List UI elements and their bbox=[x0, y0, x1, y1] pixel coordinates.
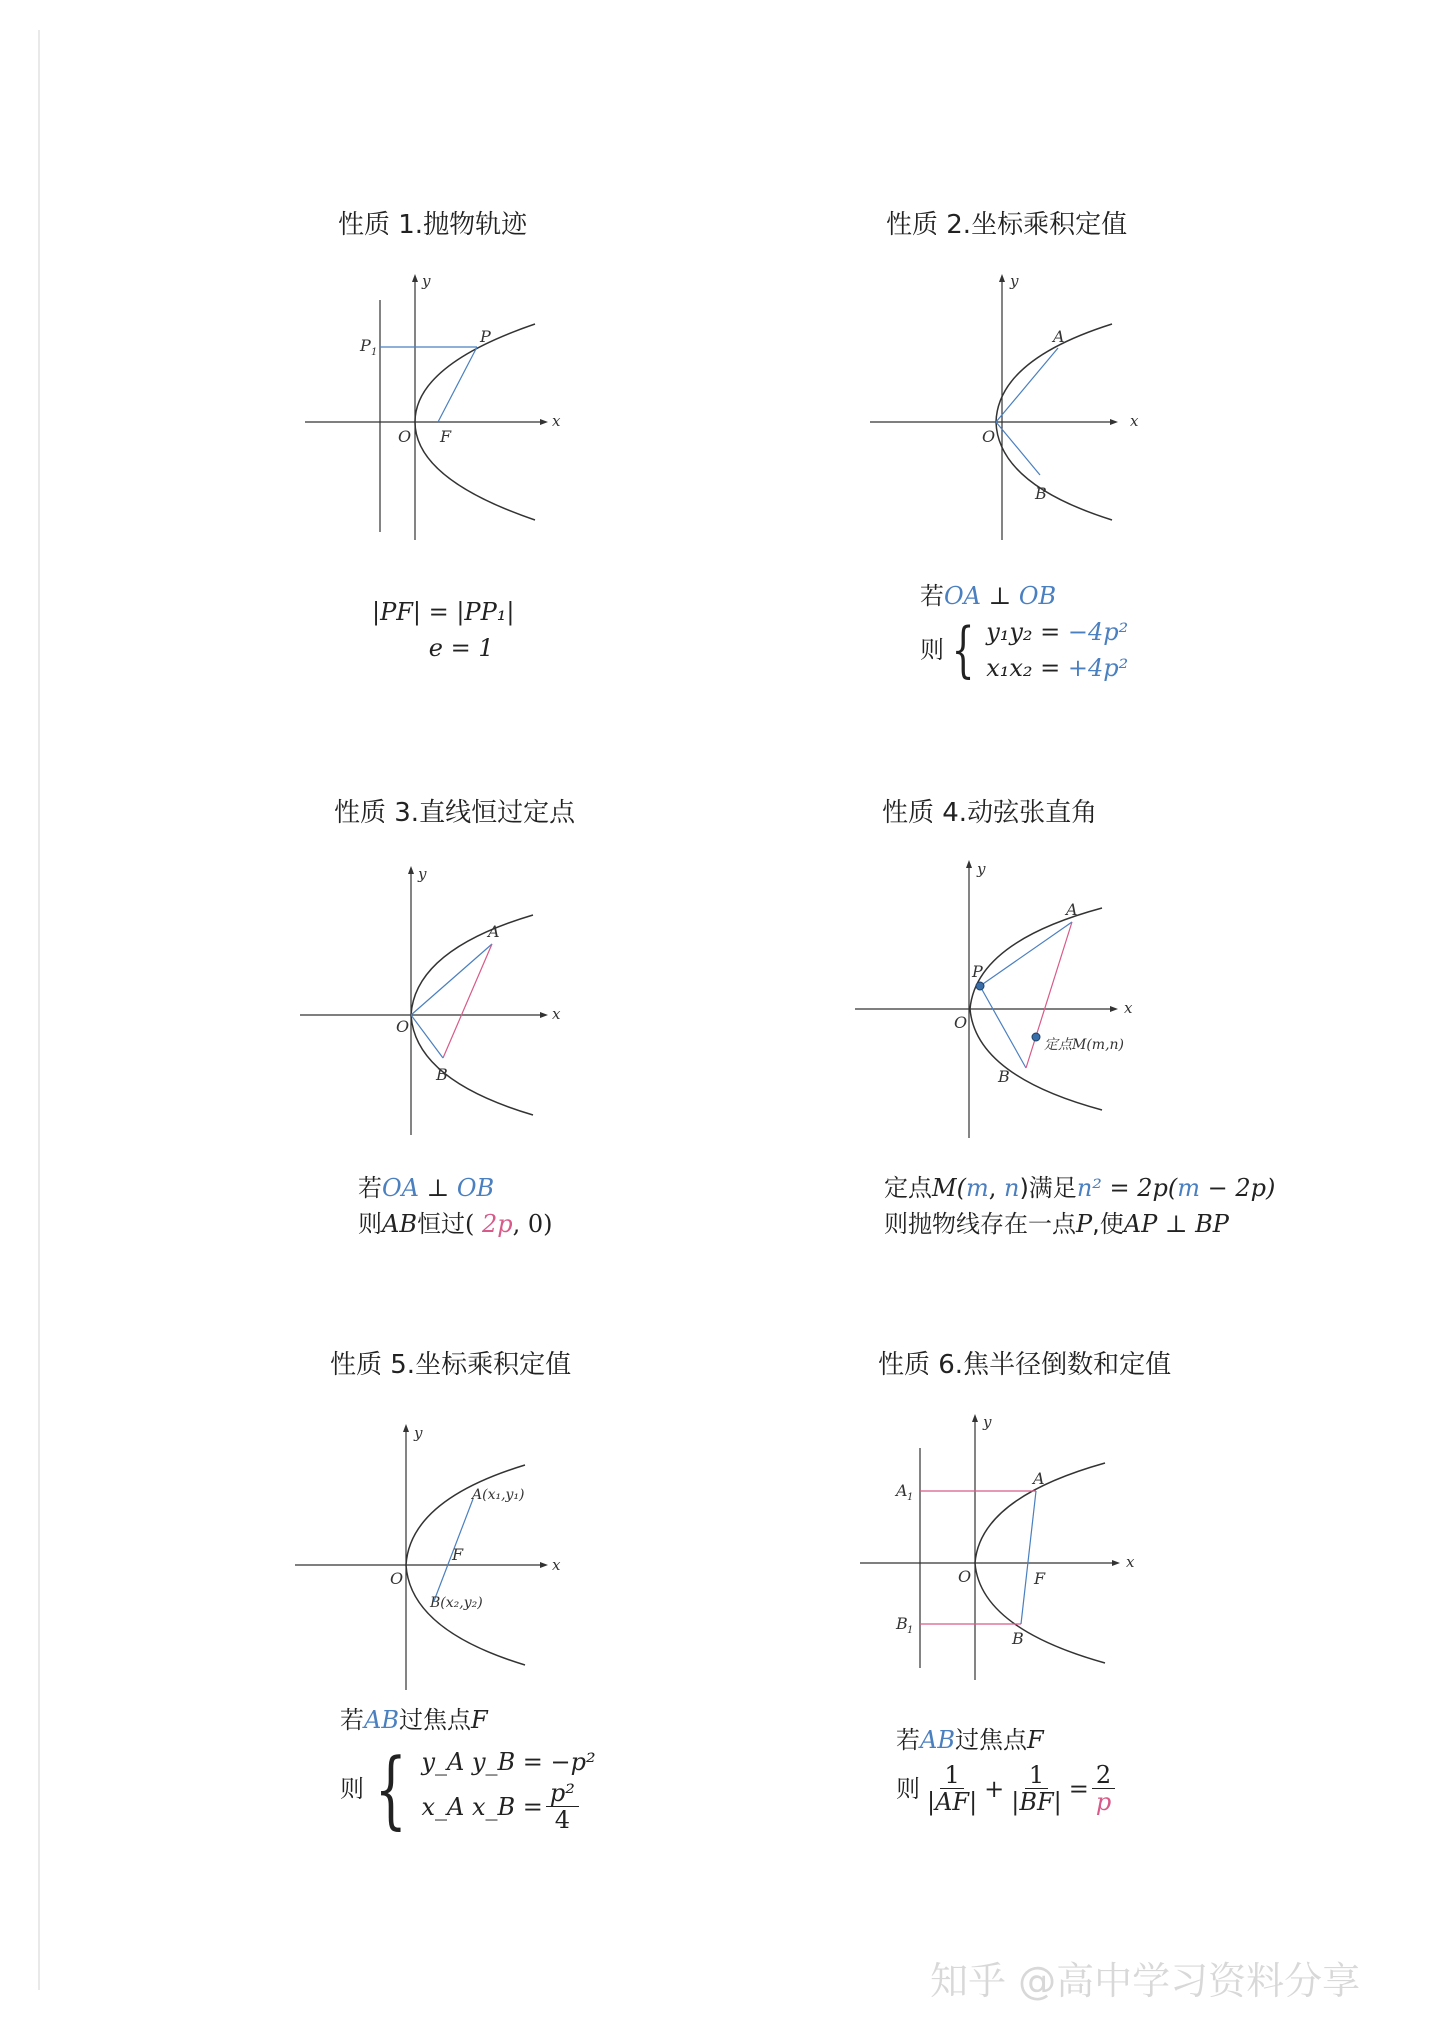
point-m: M( bbox=[932, 1174, 966, 1202]
x-axis-label: x bbox=[1130, 412, 1139, 430]
point-a1-label: A bbox=[896, 1481, 908, 1500]
figure-5 bbox=[290, 1420, 570, 1700]
origin-label: O bbox=[396, 1017, 410, 1036]
fraction-denominator: 4 bbox=[554, 1806, 570, 1834]
x-axis-label: x bbox=[552, 412, 561, 430]
word-ruo: 若 bbox=[920, 582, 944, 610]
origin-label: O bbox=[954, 1013, 968, 1032]
coord-n: n bbox=[1003, 1174, 1020, 1202]
y-axis-label: y bbox=[977, 860, 986, 878]
conclusion-text: 则抛物线存在一点 bbox=[884, 1210, 1076, 1238]
section-title: 性质 3.直线恒过定点 bbox=[334, 798, 576, 828]
point-p-label: P bbox=[972, 962, 983, 981]
fixed-point-x: 2p bbox=[481, 1210, 513, 1238]
page-edge bbox=[38, 30, 40, 1990]
focus-label: F bbox=[440, 427, 452, 446]
word-ruo: 若 bbox=[340, 1706, 364, 1734]
formula-1-line-1: |PF| = |PP₁| bbox=[372, 598, 515, 626]
product-x: x_A x_B = bbox=[421, 1792, 543, 1821]
product-y: y₁y₂ = bbox=[986, 618, 1068, 646]
product-x-value: +4p² bbox=[1067, 654, 1129, 682]
point-p1-label: P bbox=[360, 336, 371, 355]
fraction-denominator: |AF| bbox=[927, 1788, 978, 1816]
section-title: 性质 6.焦半径倒数和定值 bbox=[878, 1350, 1172, 1380]
word-shi: ,使 bbox=[1092, 1210, 1124, 1238]
point-p-label: P bbox=[480, 327, 491, 346]
coord-m-2: m bbox=[1177, 1174, 1201, 1202]
n-squared: n² bbox=[1076, 1174, 1102, 1202]
paren-open: ( bbox=[464, 1210, 482, 1238]
focus-label: F bbox=[1034, 1569, 1046, 1588]
segment-ob: OB bbox=[456, 1174, 495, 1202]
formula-2-condition bbox=[920, 578, 1128, 614]
y-axis-label: y bbox=[422, 272, 431, 290]
point-b-label: B(x₂,y₂) bbox=[430, 1595, 483, 1611]
segment-ob: OB bbox=[1018, 582, 1057, 610]
segment-ab: AB bbox=[364, 1706, 399, 1734]
fraction-numerator: 1 bbox=[1025, 1762, 1048, 1789]
formula-5 bbox=[340, 1702, 596, 1838]
x-axis-label: x bbox=[552, 1556, 561, 1574]
fraction-1-over-bf bbox=[1007, 1762, 1065, 1815]
point-a-label: A bbox=[1033, 1469, 1045, 1488]
point-a1-subscript: 1 bbox=[907, 1492, 914, 1503]
point-a-label: A bbox=[1066, 900, 1078, 919]
fraction-denominator: p bbox=[1095, 1788, 1112, 1816]
formula-4 bbox=[884, 1170, 1275, 1242]
product-y-value: −4p² bbox=[1067, 618, 1129, 646]
point-b-label: B bbox=[436, 1065, 448, 1084]
section-title: 性质 5.坐标乘积定值 bbox=[330, 1350, 572, 1380]
point-p1-subscript: 1 bbox=[371, 347, 378, 358]
coord-m: m bbox=[965, 1174, 989, 1202]
point-a-label: A bbox=[1053, 327, 1065, 346]
word-dingdian: 定点 bbox=[884, 1174, 932, 1202]
segment-oa: OA bbox=[382, 1174, 420, 1202]
figure-1 bbox=[290, 270, 570, 550]
word-ze: 则 bbox=[920, 636, 944, 664]
point-a-label: A bbox=[488, 922, 500, 941]
perp-symbol: ⊥ bbox=[419, 1174, 457, 1202]
comma: , bbox=[988, 1174, 1004, 1202]
formula-6 bbox=[896, 1722, 1118, 1815]
point-b1-label: B bbox=[896, 1614, 908, 1633]
point-b-label: B bbox=[1035, 484, 1047, 503]
word-ze: 则 bbox=[896, 1774, 920, 1803]
equals-2p: = 2p( bbox=[1101, 1174, 1178, 1202]
brace-icon: { bbox=[374, 1739, 407, 1838]
word-ruo: 若 bbox=[358, 1174, 382, 1202]
paren-close: , 0) bbox=[512, 1210, 553, 1238]
figure-2 bbox=[860, 270, 1140, 550]
point-b-label: B bbox=[998, 1067, 1010, 1086]
word-guojiaodian: 过焦点 bbox=[954, 1726, 1027, 1754]
segment-oa: OA bbox=[944, 582, 982, 610]
y-axis-label: y bbox=[414, 1424, 423, 1442]
y-axis-label: y bbox=[983, 1413, 992, 1431]
perp-condition: AP ⊥ BP bbox=[1123, 1210, 1229, 1238]
focus-f: F bbox=[470, 1706, 488, 1734]
section-title: 性质 4.动弦张直角 bbox=[882, 798, 1098, 828]
minus-2p: − 2p) bbox=[1200, 1174, 1276, 1202]
x-axis-label: x bbox=[1124, 999, 1133, 1017]
equals-sign: = bbox=[1068, 1774, 1089, 1803]
perp-symbol: ⊥ bbox=[981, 582, 1019, 610]
brace-icon: { bbox=[951, 615, 975, 685]
word-ruo: 若 bbox=[896, 1726, 920, 1754]
word-manzu: )满足 bbox=[1019, 1174, 1077, 1202]
plus-sign: + bbox=[984, 1774, 1005, 1803]
fixed-point-m-label: 定点M(m,n) bbox=[1044, 1037, 1125, 1053]
formula-1-line-2: e = 1 bbox=[428, 634, 494, 662]
origin-label: O bbox=[390, 1569, 404, 1588]
figure-4 bbox=[850, 856, 1150, 1146]
point-a-label: A(x₁,y₁) bbox=[472, 1487, 525, 1503]
y-axis-label: y bbox=[418, 865, 427, 883]
word-guojiaodian: 过焦点 bbox=[398, 1706, 471, 1734]
section-title: 性质 2.坐标乘积定值 bbox=[886, 210, 1128, 240]
formula-1 bbox=[372, 594, 514, 666]
fraction-2-over-p bbox=[1092, 1762, 1115, 1815]
formula-3 bbox=[358, 1170, 553, 1242]
focus-label: F bbox=[452, 1545, 464, 1564]
fraction-numerator: p² bbox=[546, 1780, 579, 1807]
x-axis-label: x bbox=[1126, 1553, 1135, 1571]
product-y: y_A y_B = −p² bbox=[421, 1748, 596, 1776]
word-henguo: 恒过 bbox=[416, 1210, 465, 1238]
word-ze: 则 bbox=[340, 1774, 364, 1803]
segment-ab: AB bbox=[920, 1726, 955, 1754]
origin-label: O bbox=[398, 427, 412, 446]
focus-f: F bbox=[1026, 1726, 1044, 1754]
formula-2 bbox=[920, 578, 1128, 686]
y-axis-label: y bbox=[1010, 272, 1019, 290]
section-title: 性质 1.抛物轨迹 bbox=[338, 210, 528, 240]
fraction-p2-over-4 bbox=[546, 1780, 579, 1833]
origin-label: O bbox=[982, 427, 996, 446]
segment-ab: AB bbox=[382, 1210, 417, 1238]
watermark: 知乎 @高中学习资料分享 bbox=[930, 1959, 1361, 2003]
figure-3 bbox=[290, 860, 570, 1140]
fraction-numerator: 1 bbox=[940, 1762, 963, 1789]
product-x: x₁x₂ = bbox=[986, 654, 1068, 682]
point-p: P bbox=[1076, 1210, 1093, 1238]
formula-2-system bbox=[920, 614, 1128, 686]
figure-6 bbox=[850, 1408, 1150, 1688]
point-b1-subscript: 1 bbox=[907, 1625, 914, 1636]
fraction-1-over-af bbox=[923, 1762, 981, 1815]
point-b-label: B bbox=[1012, 1629, 1024, 1648]
fraction-denominator: |BF| bbox=[1011, 1788, 1062, 1816]
word-ze: 则 bbox=[358, 1210, 382, 1238]
fraction-numerator: 2 bbox=[1092, 1762, 1115, 1789]
x-axis-label: x bbox=[552, 1005, 561, 1023]
origin-label: O bbox=[958, 1567, 972, 1586]
